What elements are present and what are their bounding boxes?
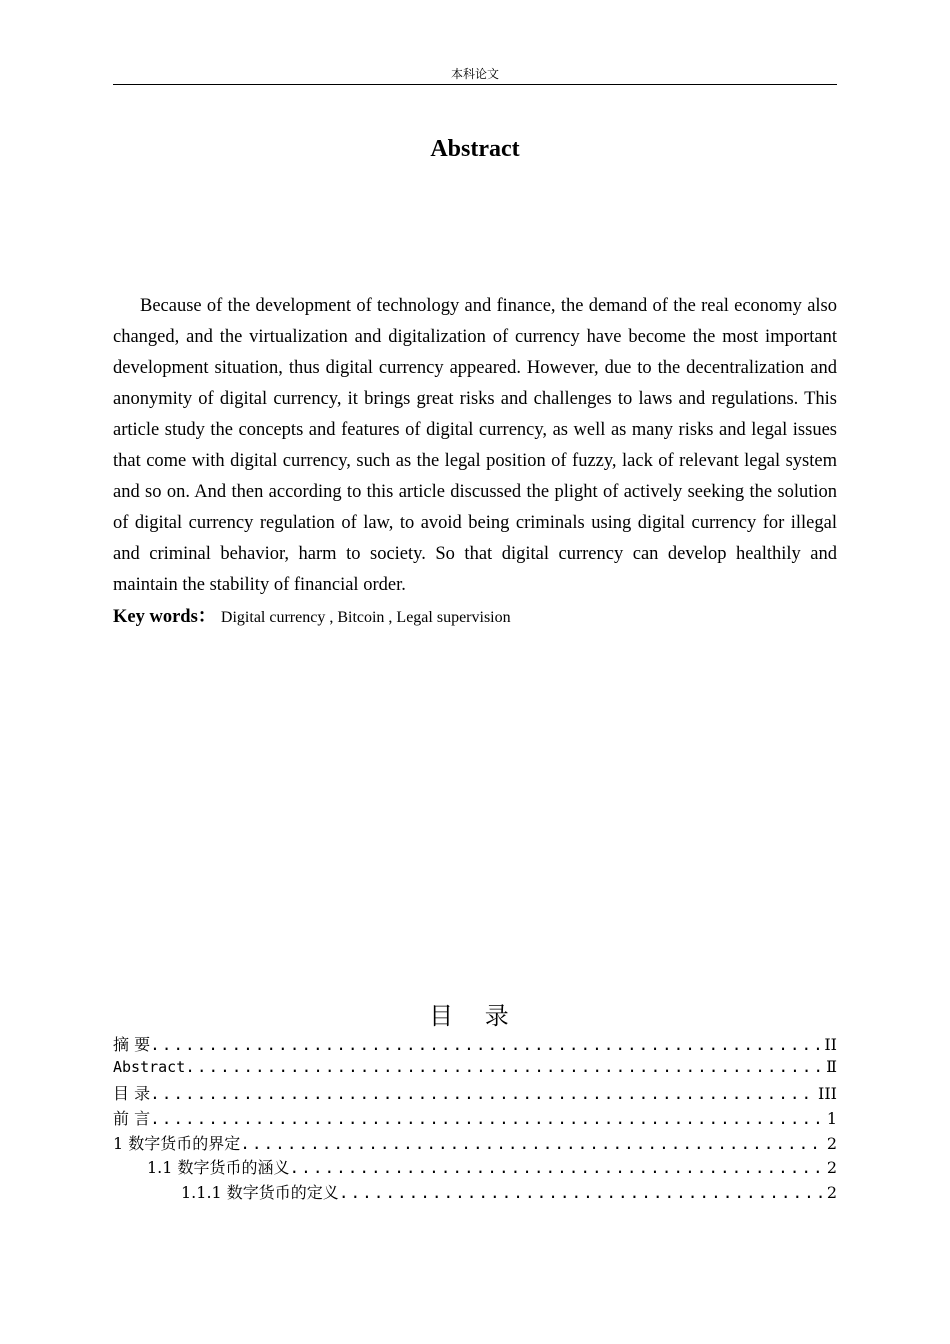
toc-leader-dots: [150, 1109, 825, 1128]
toc-entry-label: 1 数字货币的界定: [113, 1133, 241, 1153]
toc-entry-label: 1.1 数字货币的涵义: [147, 1158, 290, 1178]
toc-leader-dots: [240, 1134, 825, 1153]
table-of-contents: [113, 1032, 837, 1205]
toc-entry-page: II: [824, 1035, 837, 1054]
toc-entry-page: 1: [826, 1109, 837, 1129]
abstract-body: Because of the development of technology and finance, the demand of the real economy also changed, and the virtualization and digitalization of currency have become the most important development situation, thus digital currency appeared. However, due to the decentralization and anonymity of digital currency, it brings great risks and challenges to laws and regulations. This article study the concepts and features of digital currency, as well as many risks and legal issues that come with digital currency, such as the legal position of fuzzy, lack of relevant legal system and so on. And then according to this article discussed the plight of actively seeking the solution of digital currency regulation of law, to avoid being criminals using digital currency for illegal and criminal behavior, harm to society. So that digital currency can develop healthily and maintain the stability of financial order.: [113, 296, 837, 595]
toc-entry-label: 1.1.1 数字货币的定义: [181, 1183, 339, 1203]
toc-leader-dots: [290, 1158, 825, 1177]
toc-entry[interactable]: [113, 1155, 837, 1180]
toc-entry[interactable]: [113, 1106, 837, 1131]
toc-entry-page: 2: [826, 1158, 837, 1178]
toc-entry[interactable]: [113, 1081, 837, 1106]
toc-entry-label: Abstract: [113, 1057, 186, 1076]
toc-leader-dots: [150, 1084, 816, 1103]
toc-entry-label: 目 录: [113, 1084, 151, 1104]
toc-entry[interactable]: [113, 1131, 837, 1156]
abstract-title: Abstract: [430, 136, 520, 162]
toc-entry-page: Ⅱ: [826, 1056, 837, 1076]
toc-entry-page: 2: [826, 1183, 837, 1203]
toc-leader-dots: [339, 1183, 825, 1202]
toc-entry-label: 前 言: [113, 1109, 151, 1129]
toc-leader-dots: [185, 1057, 824, 1076]
toc-entry[interactable]: [113, 1032, 837, 1057]
toc-leader-dots: [150, 1035, 822, 1054]
keywords-text: Digital currency , Bitcoin , Legal supervision: [220, 609, 511, 626]
toc-entry[interactable]: [113, 1180, 837, 1205]
toc-title: 目 录: [429, 1002, 521, 1030]
toc-entry[interactable]: [113, 1057, 837, 1082]
toc-entry-label: 摘 要: [113, 1035, 151, 1054]
toc-entry-page: III: [818, 1084, 837, 1104]
keywords-line: [113, 603, 837, 632]
keywords-label: Key words：: [113, 607, 217, 627]
page-header: [113, 64, 837, 85]
toc-entry-page: 2: [826, 1133, 837, 1153]
header-text: 本科论文: [450, 67, 499, 81]
